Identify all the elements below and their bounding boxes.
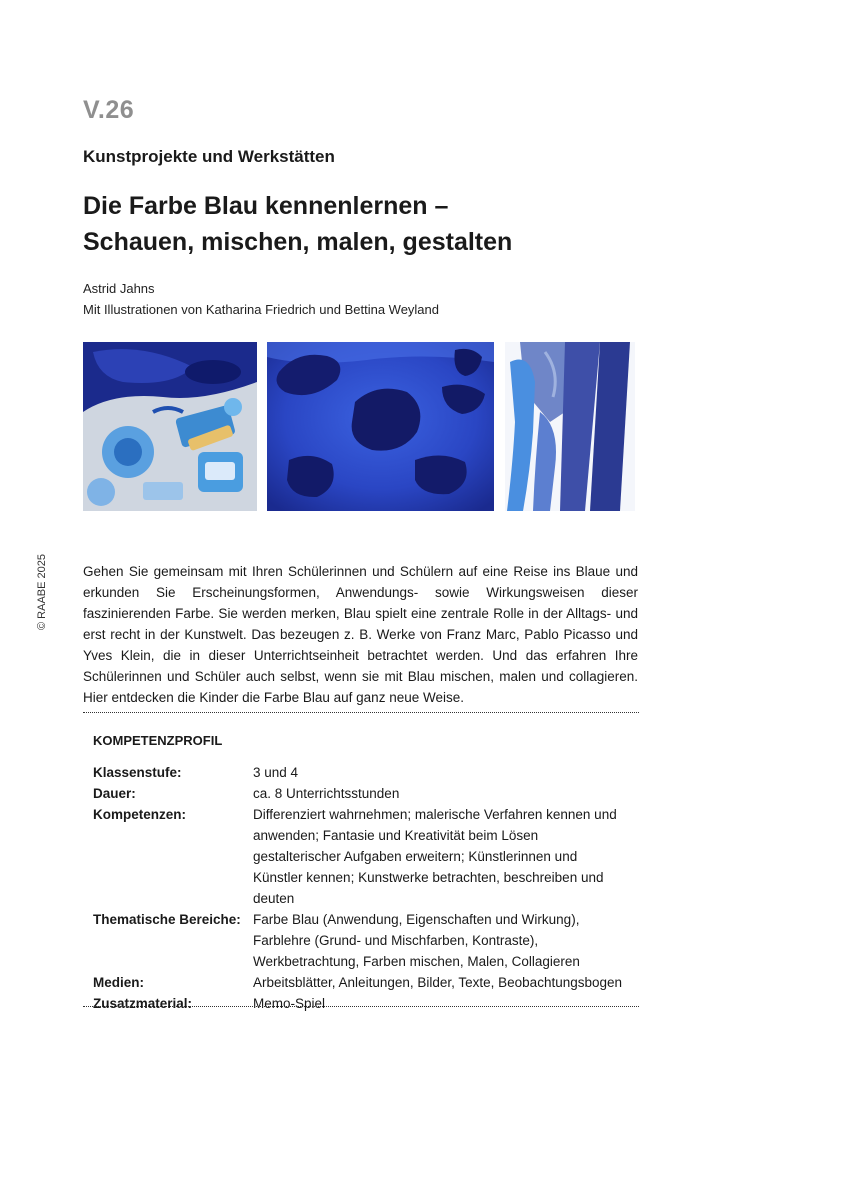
- profile-label: Klassenstufe:: [93, 765, 182, 780]
- copyright-notice: © RAABE 2025: [36, 554, 48, 630]
- profile-label: Medien:: [93, 975, 145, 990]
- profile-label: Thematische Bereiche:: [93, 912, 241, 927]
- profile-row-duration: [93, 783, 623, 804]
- intro-paragraph: Gehen Sie gemeinsam mit Ihren Schülerinnen und Schülern auf eine Reise ins Blaue und erkunden Sie Erscheinungsformen, Anwendungs- sowie Wirkungsweisen dieser faszinierenden Farbe. Sie werden merken, Blau spielt eine zentrale Rolle in der Alltags- und erst recht in der Kunstwelt. Das bezeugen z. B. Werke von Franz Marc, Pablo Picasso und Yves Klein, die in dieser Unterrichtseinheit betrachtet werden. Und das erfahren Ihre Schülerinnen und Schüler auch selbst, wenn sie mit Blau mischen, malen und collagieren. Hier entdecken die Kinder die Farbe Blau auf ganz neue Weise.: [83, 564, 638, 705]
- divider-bottom: [83, 1006, 639, 1007]
- divider-top: [83, 712, 639, 713]
- category-heading: Kunstprojekte und Werkstätten: [83, 147, 335, 166]
- title-line-1: Die Farbe Blau kennenlernen –: [83, 192, 449, 220]
- series-number: V.26: [83, 96, 135, 124]
- photo-blue-sponges: [267, 342, 494, 511]
- profile-label: Zusatzmaterial:: [93, 996, 193, 1011]
- competence-profile-heading: KOMPETENZPROFIL: [93, 733, 223, 748]
- profile-row-topics: [93, 909, 623, 972]
- profile-value: Farbe Blau (Anwendung, Eigenschaften und Wirkung), Farblehre (Grund- und Mischfarben, Kontraste), Werkbetrachtung, Farben mischen, Malen, Collagieren: [253, 912, 580, 969]
- profile-value: Memo-Spiel: [253, 996, 326, 1011]
- profile-row-competences: [93, 804, 623, 909]
- profile-label: Dauer:: [93, 786, 136, 801]
- title-line-2: Schauen, mischen, malen, gestalten: [83, 228, 513, 256]
- profile-row-extra-material: [93, 993, 623, 1014]
- author: Astrid Jahns: [83, 281, 155, 296]
- photo-blue-objects: [83, 342, 257, 511]
- profile-value: Differenziert wahrnehmen; malerische Verfahren kennen und anwenden; Fantasie und Kreativität beim Lösen gestalterischer Aufgaben erweitern; Künstlerinnen und Künstler kennen; Kunstwerke betrachten, beschreiben und deuten: [253, 807, 617, 906]
- profile-value: ca. 8 Unterrichtsstunden: [253, 786, 400, 801]
- profile-row-media: [93, 972, 623, 993]
- competence-profile-table: [93, 762, 623, 1014]
- illustrators: Mit Illustrationen von Katharina Friedrich und Bettina Weyland: [83, 302, 440, 317]
- photo-blue-collage: [505, 342, 635, 511]
- profile-label: Kompetenzen:: [93, 807, 187, 822]
- profile-row-grade: [93, 762, 623, 783]
- profile-value: 3 und 4: [253, 765, 299, 780]
- page-title: [83, 188, 703, 260]
- profile-value: Arbeitsblätter, Anleitungen, Bilder, Texte, Beobachtungsbogen: [253, 975, 623, 990]
